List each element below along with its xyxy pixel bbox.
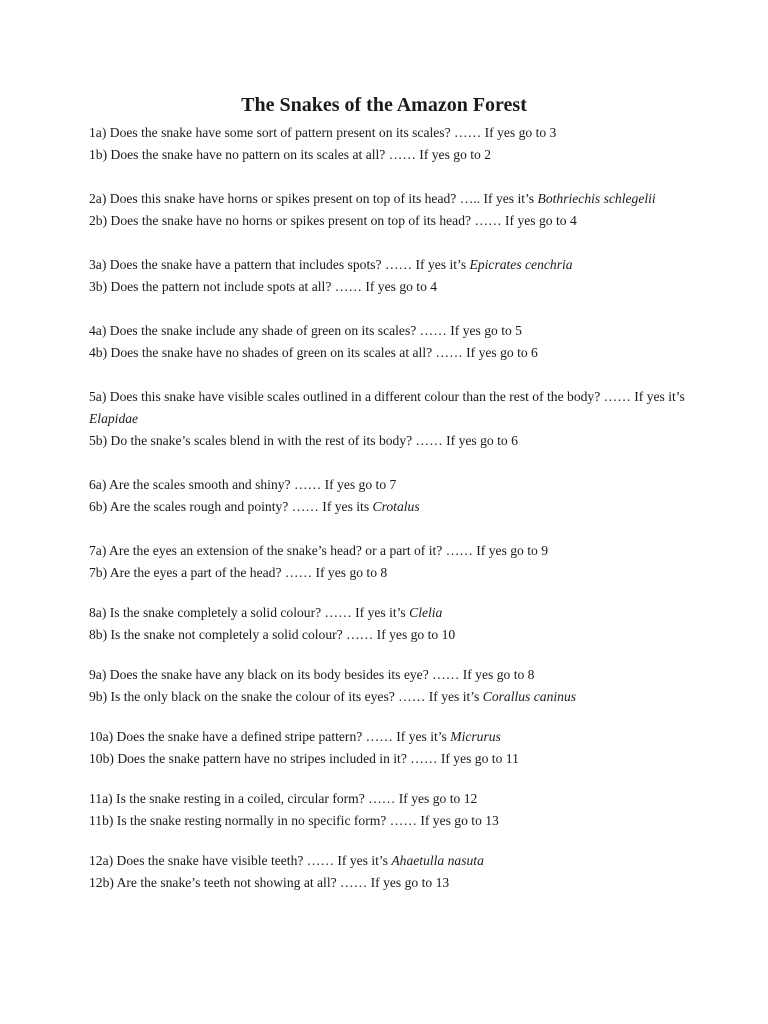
key-question: 7a) Are the eyes an extension of the snake’s head? or a part of it? …… If yes go to 9: [89, 543, 549, 558]
key-line-9a: [89, 664, 689, 686]
key-question: 8b) Is the snake not completely a solid colour? …… If yes go to 10: [89, 627, 456, 642]
key-line-5a: [89, 386, 689, 430]
key-line-4b: [89, 342, 689, 364]
key-question: 10a) Does the snake have a defined stripe pattern? …… If yes it’s: [89, 729, 451, 744]
key-line-7b: [89, 562, 689, 584]
species-name: Micrurus: [450, 729, 501, 744]
key-line-4a: [89, 320, 689, 342]
species-name: Clelia: [409, 605, 443, 620]
key-question: 4b) Does the snake have no shades of green on its scales at all? …… If yes go to 6: [89, 345, 538, 360]
key-question: 8a) Is the snake completely a solid colour? …… If yes it’s: [89, 605, 410, 620]
key-line-10a: [89, 726, 689, 748]
key-question: 9b) Is the only black on the snake the colour of its eyes? …… If yes it’s: [89, 689, 483, 704]
key-question: 2a) Does this snake have horns or spikes present on top of its head? ….. If yes it’s: [89, 191, 538, 206]
key-line-1a: [89, 122, 689, 144]
key-question: 10b) Does the snake pattern have no stripes included in it? …… If yes go to 11: [89, 751, 519, 766]
species-name: Ahaetulla nasuta: [391, 853, 484, 868]
key-line-7a: [89, 540, 689, 562]
key-line-11b: [89, 810, 689, 832]
key-question: 3a) Does the snake have a pattern that includes spots? …… If yes it’s: [89, 257, 470, 272]
key-line-10b: [89, 748, 689, 770]
key-question: 4a) Does the snake include any shade of green on its scales? …… If yes go to 5: [89, 323, 522, 338]
key-question: 5a) Does this snake have visible scales outlined in a different colour than the rest of the body? …… If yes it’s: [89, 389, 685, 404]
key-line-2b: [89, 210, 689, 232]
dichotomous-key: [89, 122, 689, 894]
key-question: 9a) Does the snake have any black on its body besides its eye? …… If yes go to 8: [89, 667, 535, 682]
key-question: 3b) Does the pattern not include spots at all? …… If yes go to 4: [89, 279, 438, 294]
key-question: 5b) Do the snake’s scales blend in with the rest of its body? …… If yes go to 6: [89, 433, 518, 448]
key-line-1b: [89, 144, 689, 166]
species-name: Elapidae: [89, 411, 139, 426]
key-line-5b: [89, 430, 689, 452]
key-question: 6a) Are the scales smooth and shiny? …… If yes go to 7: [89, 477, 397, 492]
species-name: Bothriechis schlegelii: [537, 191, 656, 206]
key-line-3b: [89, 276, 689, 298]
key-question: 11b) Is the snake resting normally in no specific form? …… If yes go to 13: [89, 813, 499, 828]
key-line-9b: [89, 686, 689, 708]
key-line-8a: [89, 602, 689, 624]
key-line-8b: [89, 624, 689, 646]
key-line-6b: [89, 496, 689, 518]
key-question: 7b) Are the eyes a part of the head? …… If yes go to 8: [89, 565, 388, 580]
key-question: 2b) Does the snake have no horns or spikes present on top of its head? …… If yes go to 4: [89, 213, 577, 228]
key-line-2a: [89, 188, 689, 210]
key-line-12a: [89, 850, 689, 872]
page-title: The Snakes of the Amazon Forest: [241, 94, 527, 116]
key-line-12b: [89, 872, 689, 894]
species-name: Epicrates cenchria: [469, 257, 573, 272]
key-question: 1a) Does the snake have some sort of pattern present on its scales? …… If yes go to 3: [89, 125, 557, 140]
key-line-3a: [89, 254, 689, 276]
key-question: 6b) Are the scales rough and pointy? …… If yes its: [89, 499, 373, 514]
key-question: 1b) Does the snake have no pattern on its scales at all? …… If yes go to 2: [89, 147, 492, 162]
key-question: 12a) Does the snake have visible teeth? …… If yes it’s: [89, 853, 392, 868]
species-name: Crotalus: [372, 499, 420, 514]
key-question: 11a) Is the snake resting in a coiled, circular form? …… If yes go to 12: [89, 791, 478, 806]
key-question: 12b) Are the snake’s teeth not showing at all? …… If yes go to 13: [89, 875, 450, 890]
key-line-6a: [89, 474, 689, 496]
key-line-11a: [89, 788, 689, 810]
species-name: Corallus caninus: [482, 689, 577, 704]
